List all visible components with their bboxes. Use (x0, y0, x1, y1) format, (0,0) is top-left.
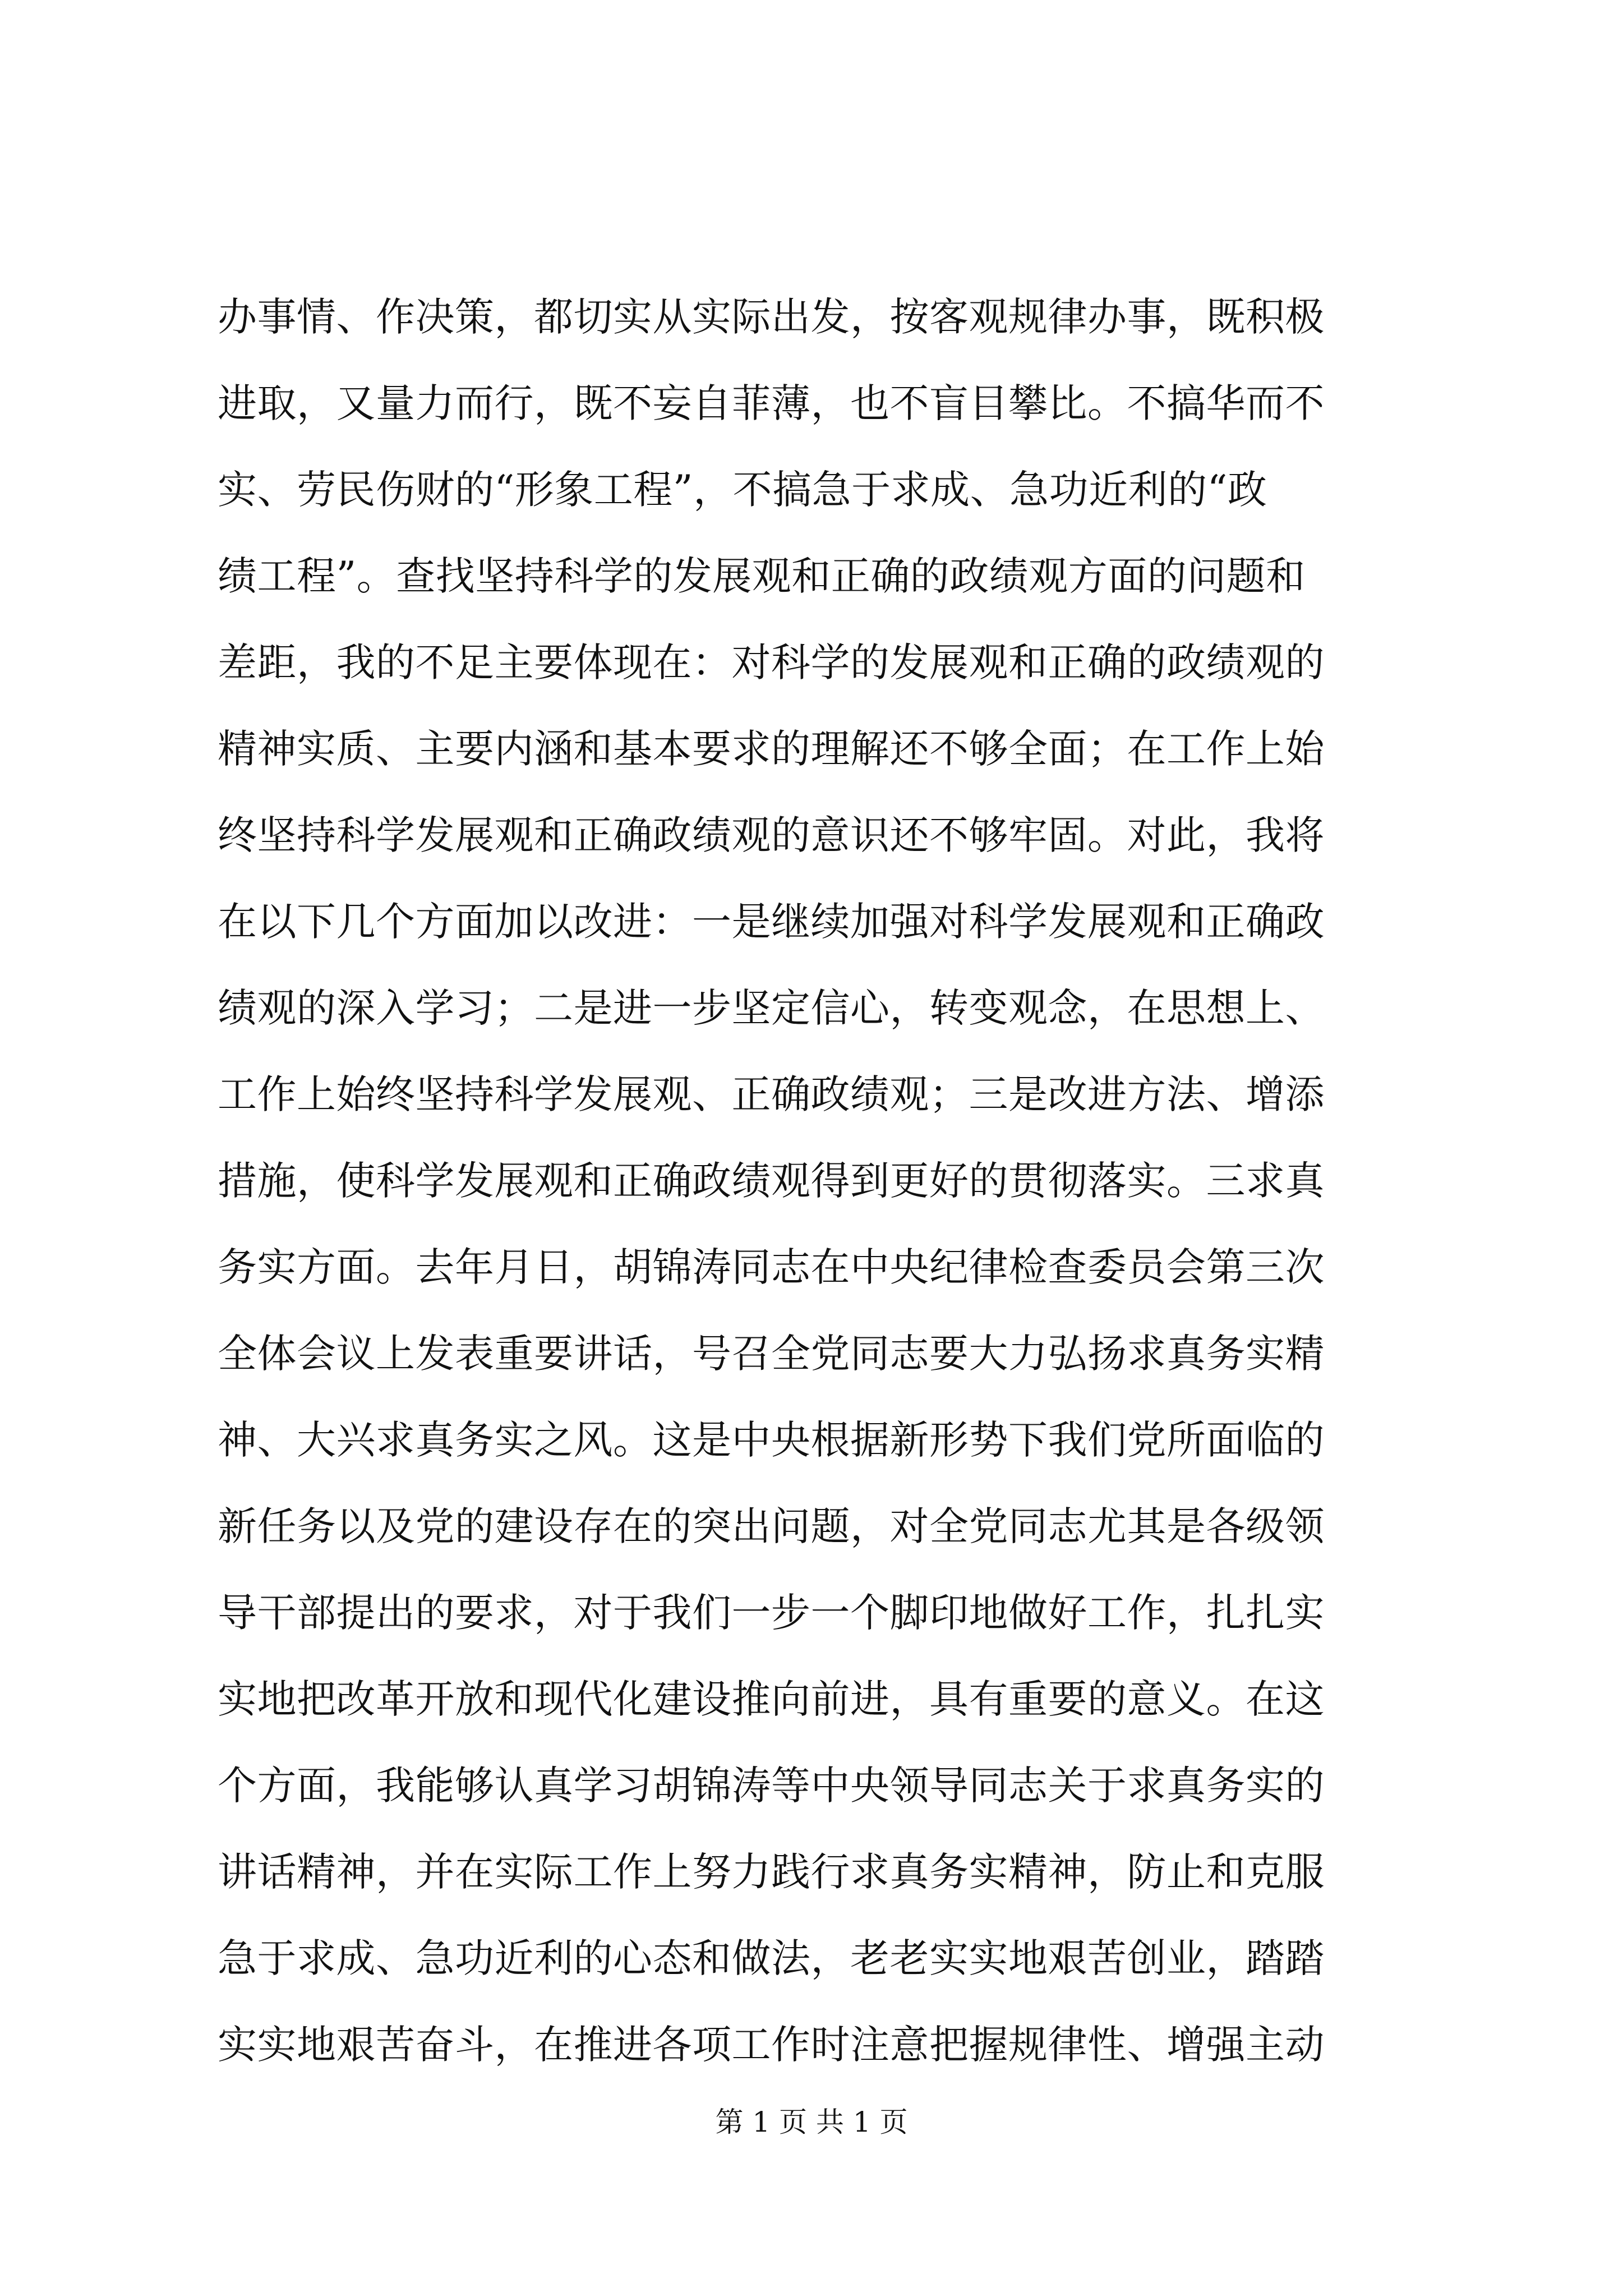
text-line: 工作上始终坚持科学发展观、正确政绩观；三是改进方法、增添 (218, 1071, 1325, 1117)
text-line: 在以下几个方面加以改进：一是继续加强对科学发展观和正确政 (218, 899, 1325, 945)
text-line: 个方面，我能够认真学习胡锦涛等中央领导同志关于求真务实的 (218, 1763, 1325, 1809)
text-line: 讲话精神，并在实际工作上努力践行求真务实精神，防止和克服 (218, 1849, 1325, 1895)
text-line: 绩观的深入学习；二是进一步坚定信心，转变观念，在思想上、 (218, 985, 1325, 1031)
text-line: 进取，又量力而行，既不妄自菲薄，也不盲目攀比。不搞华而不 (218, 380, 1325, 426)
text-line: 终坚持科学发展观和正确政绩观的意识还不够牢固。对此，我将 (218, 812, 1325, 858)
text-line: 实地把改革开放和现代化建设推向前进，具有重要的意义。在这 (218, 1676, 1325, 1722)
text-line: 实、劳民伤财的“形象工程”，不搞急于求成、急功近利的“政 (218, 467, 1267, 513)
text-line: 实实地艰苦奋斗，在推进各项工作时注意把握规律性、增强主动 (218, 2022, 1325, 2068)
page-footer: 第 1 页 共 1 页 (715, 2106, 908, 2138)
text-line: 导干部提出的要求，对于我们一步一个脚印地做好工作，扎扎实 (218, 1590, 1325, 1636)
text-line: 急于求成、急功近利的心态和做法，老老实实地艰苦创业，踏踏 (218, 1935, 1325, 1981)
text-line: 绩工程”。查找坚持科学的发展观和正确的政绩观方面的问题和 (218, 553, 1306, 599)
text-line: 精神实质、主要内涵和基本要求的理解还不够全面；在工作上始 (218, 726, 1325, 772)
text-line: 措施，使科学发展观和正确政绩观得到更好的贯彻落实。三求真 (218, 1158, 1325, 1204)
text-line: 神、大兴求真务实之风。这是中央根据新形势下我们党所面临的 (218, 1417, 1325, 1463)
text-line: 全体会议上发表重要讲话，号召全党同志要大力弘扬求真务实精 (218, 1331, 1325, 1377)
text-line: 差距，我的不足主要体现在：对科学的发展观和正确的政绩观的 (218, 639, 1325, 685)
text-line: 新任务以及党的建设存在的突出问题，对全党同志尤其是各级领 (218, 1503, 1325, 1549)
text-line: 办事情、作决策，都切实从实际出发，按客观规律办事，既积极 (218, 294, 1325, 340)
text-line: 务实方面。去年月日，胡锦涛同志在中央纪律检查委员会第三次 (218, 1244, 1325, 1290)
